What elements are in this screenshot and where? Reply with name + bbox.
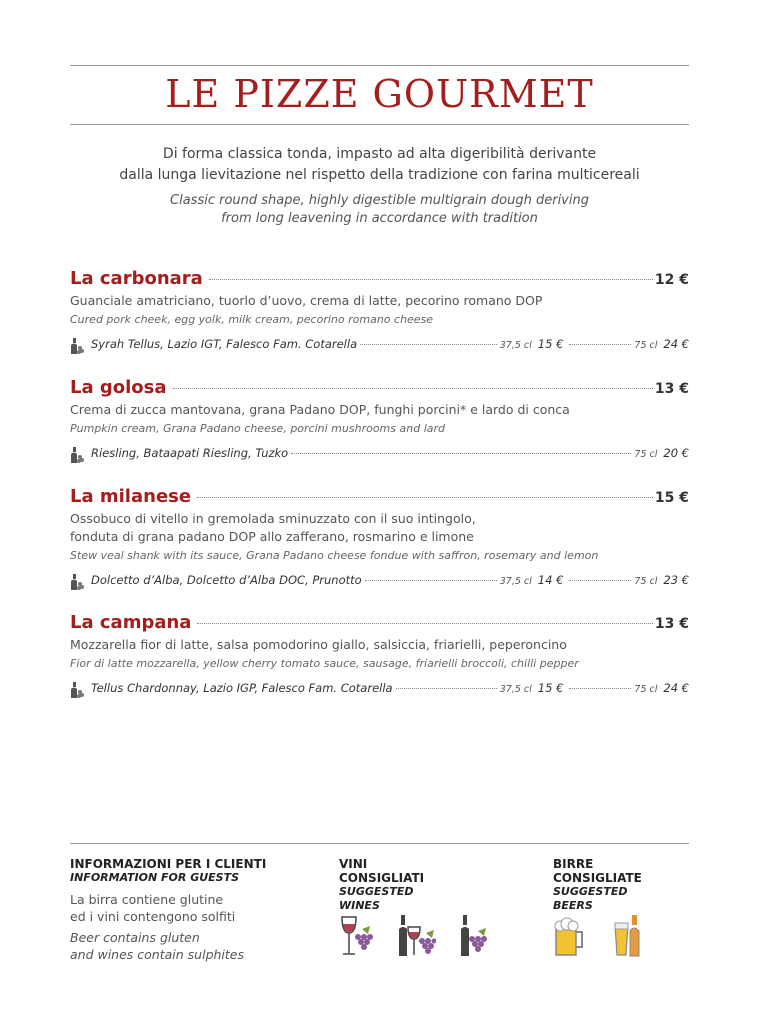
beer-icons bbox=[553, 915, 643, 957]
pizza-name: La campana bbox=[70, 612, 192, 633]
wine-large-size: 75 cl bbox=[634, 340, 658, 351]
title-rule bbox=[70, 124, 689, 125]
wine-large-size: 75 cl bbox=[634, 576, 658, 587]
wine-bottle-glass-grapes-icon bbox=[396, 915, 436, 957]
wine-name: Syrah Tellus, Lazio IGT, Falesco Fam. Cotarella bbox=[91, 337, 358, 351]
wine-pairing bbox=[70, 573, 689, 591]
wine-name: Dolcetto d’Alba, Dolcetto d’Alba DOC, Prunotto bbox=[91, 573, 362, 587]
wine-large-size: 75 cl bbox=[634, 684, 658, 695]
top-rule bbox=[70, 65, 689, 66]
wine-small-price: 15 € bbox=[537, 681, 564, 695]
footer-beers: BIRRE CONSIGLIATE SUGGESTED BEERS bbox=[553, 857, 642, 912]
wine-name: Tellus Chardonnay, Lazio IGP, Falesco Fam. Cotarella bbox=[91, 681, 393, 695]
intro-en: Classic round shape, highly digestible multigrain dough deriving from long leavening in accordance with tradition bbox=[170, 193, 589, 226]
intro-it-2: dalla lunga lievitazione nel rispetto della tradizione con farina multicereali bbox=[119, 167, 640, 183]
wine-pairing bbox=[70, 337, 689, 355]
pizza-description: Ossobuco di vitello in gremolada sminuzzato con il suo intingolo, bbox=[70, 511, 476, 526]
wine-icons bbox=[338, 915, 490, 957]
wine-small-size: 37,5 cl bbox=[499, 340, 532, 351]
wine-large-price: 24 € bbox=[663, 681, 689, 695]
wine-large-price: 23 € bbox=[663, 573, 689, 587]
pizza-name: La carbonara bbox=[70, 268, 203, 289]
pizza-item bbox=[70, 486, 689, 591]
pizza-description: Mozzarella fior di latte, salsa pomodorino giallo, salsiccia, friarielli, peperoncino bbox=[70, 637, 567, 652]
wine-glass-grapes-icon bbox=[338, 915, 374, 957]
page-title: LE PIZZE GOURMET bbox=[165, 72, 594, 116]
intro-it-1: Di forma classica tonda, impasto ad alta digeribilità derivante bbox=[162, 146, 597, 162]
pizza-description-en: Fior di latte mozzarella, yellow cherry tomato sauce, sausage, friarielli broccoli, chilli pepper bbox=[70, 657, 579, 670]
leader-dots bbox=[197, 497, 653, 498]
pizza-item bbox=[70, 612, 689, 699]
pizza-price: 12 € bbox=[654, 272, 689, 288]
pizza-name: La milanese bbox=[70, 486, 192, 507]
wine-bottle-grapes-icon bbox=[458, 915, 490, 957]
footer-wines: VINI CONSIGLIATI SUGGESTED WINES bbox=[339, 857, 425, 912]
pizza-name: La golosa bbox=[70, 377, 167, 398]
pizza-description: Guanciale amatriciano, tuorlo d’uovo, crema di latte, pecorino romano DOP bbox=[70, 293, 543, 308]
leader-dots bbox=[173, 388, 653, 389]
intro bbox=[70, 144, 689, 228]
footer-rule bbox=[70, 843, 689, 844]
wine-large-size: 75 cl bbox=[634, 449, 658, 460]
pizza-item bbox=[70, 377, 689, 464]
pizza-description: Crema di zucca mantovana, grana Padano DOP, funghi porcini* e lardo di conca bbox=[70, 402, 570, 417]
footer-info: INFORMAZIONI PER I CLIENTI INFORMATION FOR GUESTS La birra contiene glutine ed i vini contengono solfiti Beer contains gluten and wines contain sulphites bbox=[70, 857, 267, 962]
pizza-description: fonduta di grana padano DOP allo zafferano, rosmarino e limone bbox=[70, 529, 474, 544]
wine-pairing bbox=[70, 681, 689, 699]
wine-bottle-icon bbox=[70, 574, 84, 590]
beer-mug-icon bbox=[553, 915, 587, 957]
pizza-description-en: Stew veal shank with its sauce, Grana Padano cheese fondue with saffron, rosemary and lemon bbox=[70, 549, 599, 562]
wine-bottle-icon bbox=[70, 338, 84, 354]
leader-dots bbox=[209, 279, 653, 280]
pizza-price: 13 € bbox=[654, 381, 689, 397]
wine-large-price: 20 € bbox=[663, 446, 689, 460]
wine-small-price: 14 € bbox=[537, 573, 564, 587]
wine-pairing bbox=[70, 446, 689, 464]
leader-dots bbox=[197, 623, 652, 624]
pizza-price: 15 € bbox=[654, 490, 689, 506]
wine-name: Riesling, Bataapati Riesling, Tuzko bbox=[91, 446, 289, 460]
wine-bottle-icon bbox=[70, 682, 84, 698]
pizza-price: 13 € bbox=[654, 616, 689, 632]
pizza-item bbox=[70, 268, 689, 355]
wine-bottle-icon bbox=[70, 447, 84, 463]
pizza-description-en: Pumpkin cream, Grana Padano cheese, porcini mushrooms and lard bbox=[70, 422, 445, 435]
wine-small-size: 37,5 cl bbox=[499, 576, 532, 587]
beer-bottle-glass-icon bbox=[613, 915, 643, 957]
wine-large-price: 24 € bbox=[663, 337, 689, 351]
wine-small-price: 15 € bbox=[537, 337, 564, 351]
pizza-description-en: Cured pork cheek, egg yolk, milk cream, pecorino romano cheese bbox=[70, 313, 434, 326]
wine-small-size: 37,5 cl bbox=[499, 684, 532, 695]
